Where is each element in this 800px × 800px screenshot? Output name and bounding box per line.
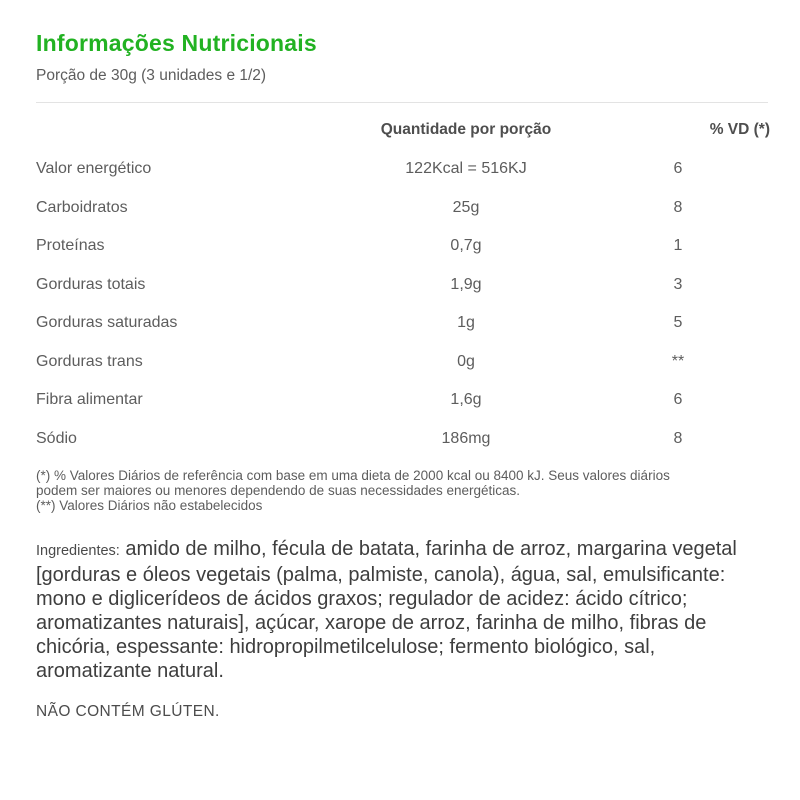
row-dv: 6 <box>673 160 683 178</box>
row-label: Carboidratos <box>36 198 128 216</box>
row-dv: 3 <box>673 275 683 293</box>
row-quantity: 0g <box>457 352 475 370</box>
row-label: Sódio <box>36 429 77 447</box>
gluten-notice: NÃO CONTÉM GLÚTEN. <box>36 703 220 720</box>
table-row-sodio <box>36 420 770 459</box>
footnote-line-3: (**) Valores Diários não estabelecidos <box>36 498 263 513</box>
table-row-gorduras-saturadas <box>36 304 770 343</box>
table-row-gorduras-trans <box>36 343 770 382</box>
serving-size: Porção de 30g (3 unidades e 1/2) <box>36 67 267 84</box>
ingredients-label: Ingredientes: <box>36 543 120 559</box>
row-label: Valor energético <box>36 160 152 178</box>
table-row-fibra-alimentar <box>36 381 770 420</box>
table-row-valor-energetico <box>36 150 770 189</box>
row-dv: 6 <box>673 391 683 409</box>
footnote-line-1: (*) % Valores Diários de referência com base em uma dieta de 2000 kcal ou 8400 kJ. Seus valores diários <box>36 468 670 483</box>
table-header-dv: % VD (*) <box>709 121 770 138</box>
row-quantity: 25g <box>452 198 480 216</box>
row-quantity: 122Kcal = 516KJ <box>405 160 527 178</box>
row-dv: 8 <box>673 198 683 216</box>
ingredients-paragraph <box>36 537 741 683</box>
footnote-line-2: podem ser maiores ou menores dependendo de suas necessidades energéticas. <box>36 483 521 498</box>
row-label: Gorduras totais <box>36 275 146 293</box>
row-quantity: 1,9g <box>450 275 482 293</box>
row-quantity: 1,6g <box>450 391 482 409</box>
ingredients-text: amido de milho, fécula de batata, farinha de arroz, margarina vegetal [gorduras e óleos vegetais (palma, palmiste, canola), água, sal, emulsificante: mono e diglicerídeos de ácidos graxos; regulador de acidez: ácido cítrico; aromatizantes naturais], açúcar, xarope de arroz, farinha de milho, fibras de chicória, espessante: hidropropilmetilcelulose; fermento biológico, sal, aromatizante natural. <box>36 538 737 682</box>
row-quantity: 1g <box>457 314 475 332</box>
divider <box>36 102 768 103</box>
table-row-gorduras-totais <box>36 266 770 305</box>
row-quantity: 186mg <box>441 429 491 447</box>
nutrition-table <box>36 110 770 458</box>
row-label: Proteínas <box>36 237 105 255</box>
page-title: Informações Nutricionais <box>36 30 317 56</box>
row-quantity: 0,7g <box>450 237 482 255</box>
table-row-proteinas <box>36 227 770 266</box>
row-label: Gorduras saturadas <box>36 314 178 332</box>
row-dv: 5 <box>673 314 683 332</box>
table-header-row <box>36 110 770 150</box>
row-dv: 1 <box>673 237 683 255</box>
table-header-quantity: Quantidade por porção <box>380 121 552 138</box>
row-label: Fibra alimentar <box>36 391 143 409</box>
daily-values-footnote <box>36 468 770 513</box>
table-row-carboidratos <box>36 189 770 228</box>
row-label: Gorduras trans <box>36 352 143 370</box>
row-dv: ** <box>671 352 685 370</box>
row-dv: 8 <box>673 429 683 447</box>
